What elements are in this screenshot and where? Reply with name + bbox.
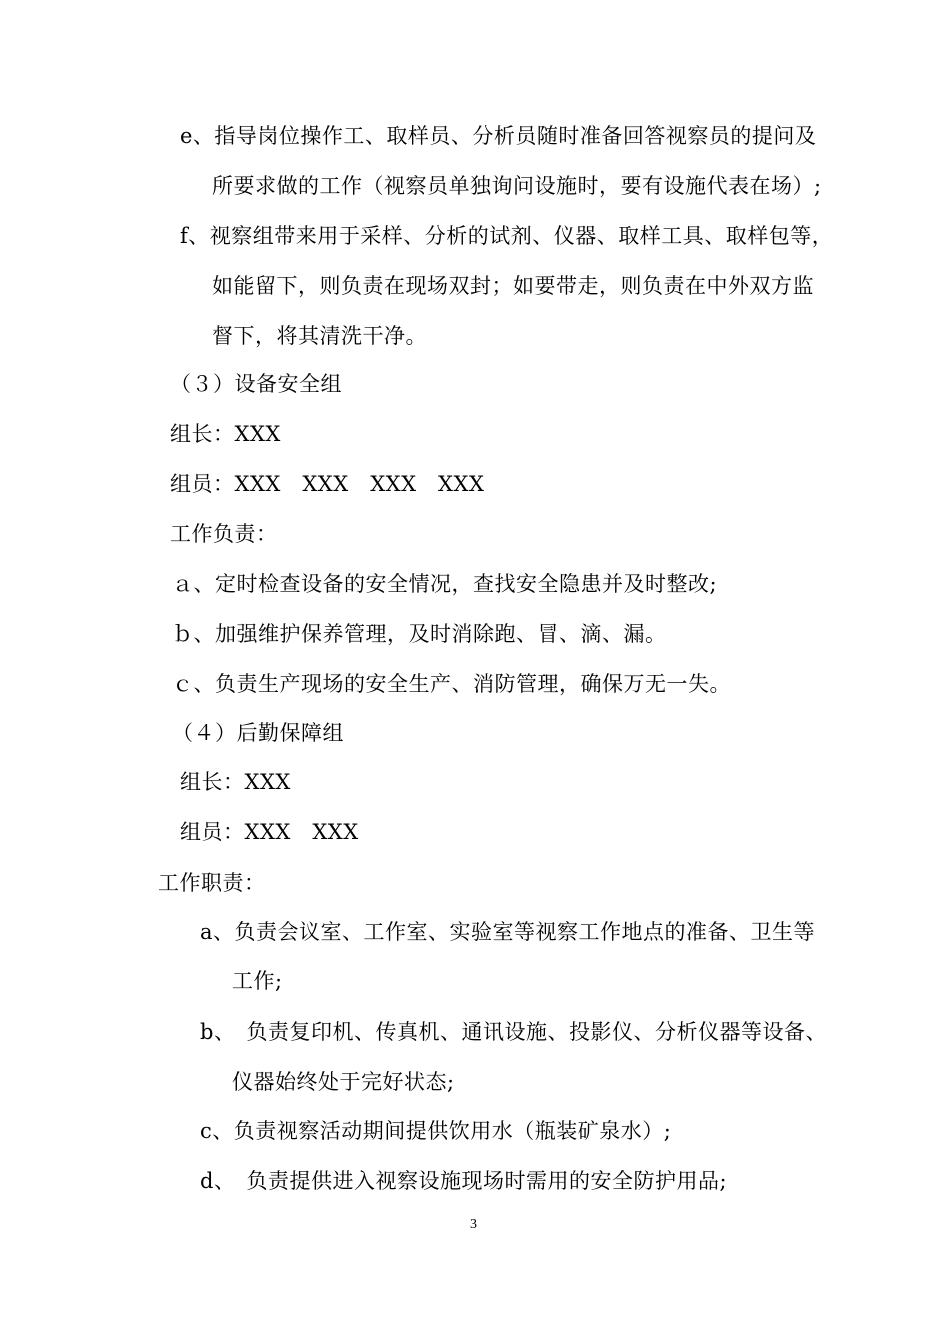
section3-item-a: ａ、定时检查设备的安全情况，查找安全隐患并及时整改;	[172, 572, 718, 596]
section3-members: 组员：XXX XXX XXX XXX	[170, 472, 485, 496]
section4-item-c: c、负责视察活动期间提供饮用水（瓶装矿泉水）;	[200, 1119, 672, 1143]
item-e-line2: 所要求做的工作（视察员单独询问设施时，要有设施代表在场）;	[212, 174, 822, 198]
item-f-line2: 如能留下，则负责在现场双封；如要带走，则负责在中外双方监	[212, 274, 814, 298]
section4-leader: 组长：XXX	[180, 770, 291, 794]
item-e-line1: e、指导岗位操作工、取样员、分析员随时准备回答视察员的提问及	[180, 124, 817, 148]
item-f-line3: 督下，将其清洗干净。	[212, 324, 427, 348]
section3-item-b: ｂ、加强维护保养管理，及时消除跑、冒、滴、漏。	[172, 622, 667, 646]
section4-members: 组员：XXX XXX	[180, 820, 359, 844]
section4-duty-heading: 工作职责：	[158, 871, 266, 895]
section4-item-a-line1: a、负责会议室、工作室、实验室等视察工作地点的准备、卫生等	[200, 920, 816, 944]
section3-heading: （３）设备安全组	[170, 372, 342, 396]
section3-item-c: ｃ、负责生产现场的安全生产、消防管理，确保万无一失。	[172, 672, 731, 696]
section4-heading: （４）后勤保障组	[172, 721, 344, 745]
section4-item-b-line1: b、 负责复印机、传真机、通讯设施、投影仪、分析仪器等设备、	[200, 1020, 827, 1044]
section4-item-d: d、 负责提供进入视察设施现场时需用的安全防护用品;	[200, 1169, 728, 1193]
section4-item-b-line2: 仪器始终处于完好状态;	[232, 1070, 455, 1094]
section3-leader: 组长：XXX	[170, 422, 281, 446]
item-f-line1: f、视察组带来用于采样、分析的试剂、仪器、取样工具、取样包等，	[180, 224, 834, 248]
page-number: 3	[470, 1217, 477, 1232]
section4-item-a-line2: 工作;	[232, 969, 283, 993]
section3-duty-heading: 工作负责：	[170, 522, 278, 546]
